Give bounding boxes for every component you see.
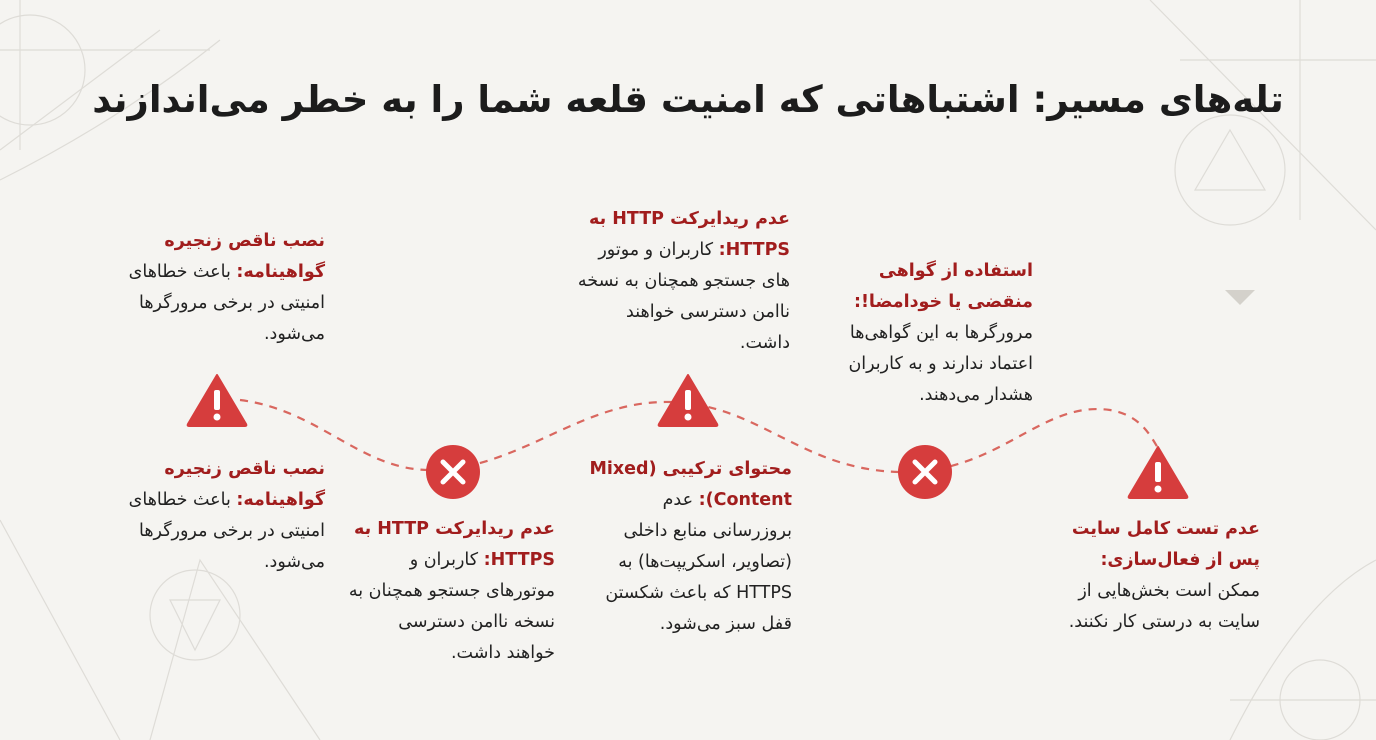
callout-heading: عدم ریدایرکت HTTP به HTTPS: [353, 519, 555, 570]
callout-heading: نصب ناقص زنجیره گواهینامه: [164, 231, 325, 282]
callout-body: کاربران و موتور های جستجو همچنان به نسخه ناامن دسترسی خواهند داشت. [577, 240, 790, 353]
callout-body: ممکن است بخش‌هایی از سایت به درستی کار نکنند. [1068, 581, 1260, 632]
callout-body: کاربران و موتورهای جستجو همچنان به نسخه ناامن دسترسی خواهند داشت. [348, 550, 555, 663]
callout-body: مرورگرها به این گواهی‌ها اعتماد ندارند و به کاربران هشدار می‌دهند. [848, 323, 1033, 405]
page-title: تله‌های مسیر: اشتباهاتی که امنیت قلعه شما را به خطر می‌اندازند [92, 78, 1284, 121]
warning-triangle-icon [1126, 444, 1190, 500]
callout-heading: عدم ریدایرکت HTTP به HTTPS: [588, 209, 790, 260]
callout-heading: عدم تست کامل سایت پس از فعال‌سازی: [1071, 519, 1260, 570]
callout-heading: استفاده از گواهی منقضی یا خودامضا!: [853, 261, 1033, 312]
callout-expired-cert [815, 256, 1033, 411]
callout-redirect-bottom [345, 514, 555, 669]
callout-mixed-content [580, 454, 792, 640]
callout-body: عدم بروزرسانی منابع داخلی (تصاویر، اسکریپت‌ها) به HTTPS که باعث شکستن قفل سبز می‌شود. [605, 490, 792, 634]
callout-site-test [1060, 514, 1260, 638]
warning-triangle-icon [185, 372, 249, 428]
callout-body: باعث خطاهای امنیتی در برخی مرورگرها می‌شود. [128, 262, 325, 344]
x-circle-icon [897, 444, 953, 500]
callout-chain-top [125, 226, 325, 350]
x-circle-icon [425, 444, 481, 500]
warning-triangle-icon [656, 372, 720, 428]
callout-heading: نصب ناقص زنجیره گواهینامه: [164, 459, 325, 510]
callout-chain-bottom [100, 454, 325, 578]
callout-body: باعث خطاهای امنیتی در برخی مرورگرها می‌شود. [128, 490, 325, 572]
callout-redirect-top [575, 204, 790, 359]
callout-heading: محتوای ترکیبی (Mixed Content): [589, 459, 792, 510]
